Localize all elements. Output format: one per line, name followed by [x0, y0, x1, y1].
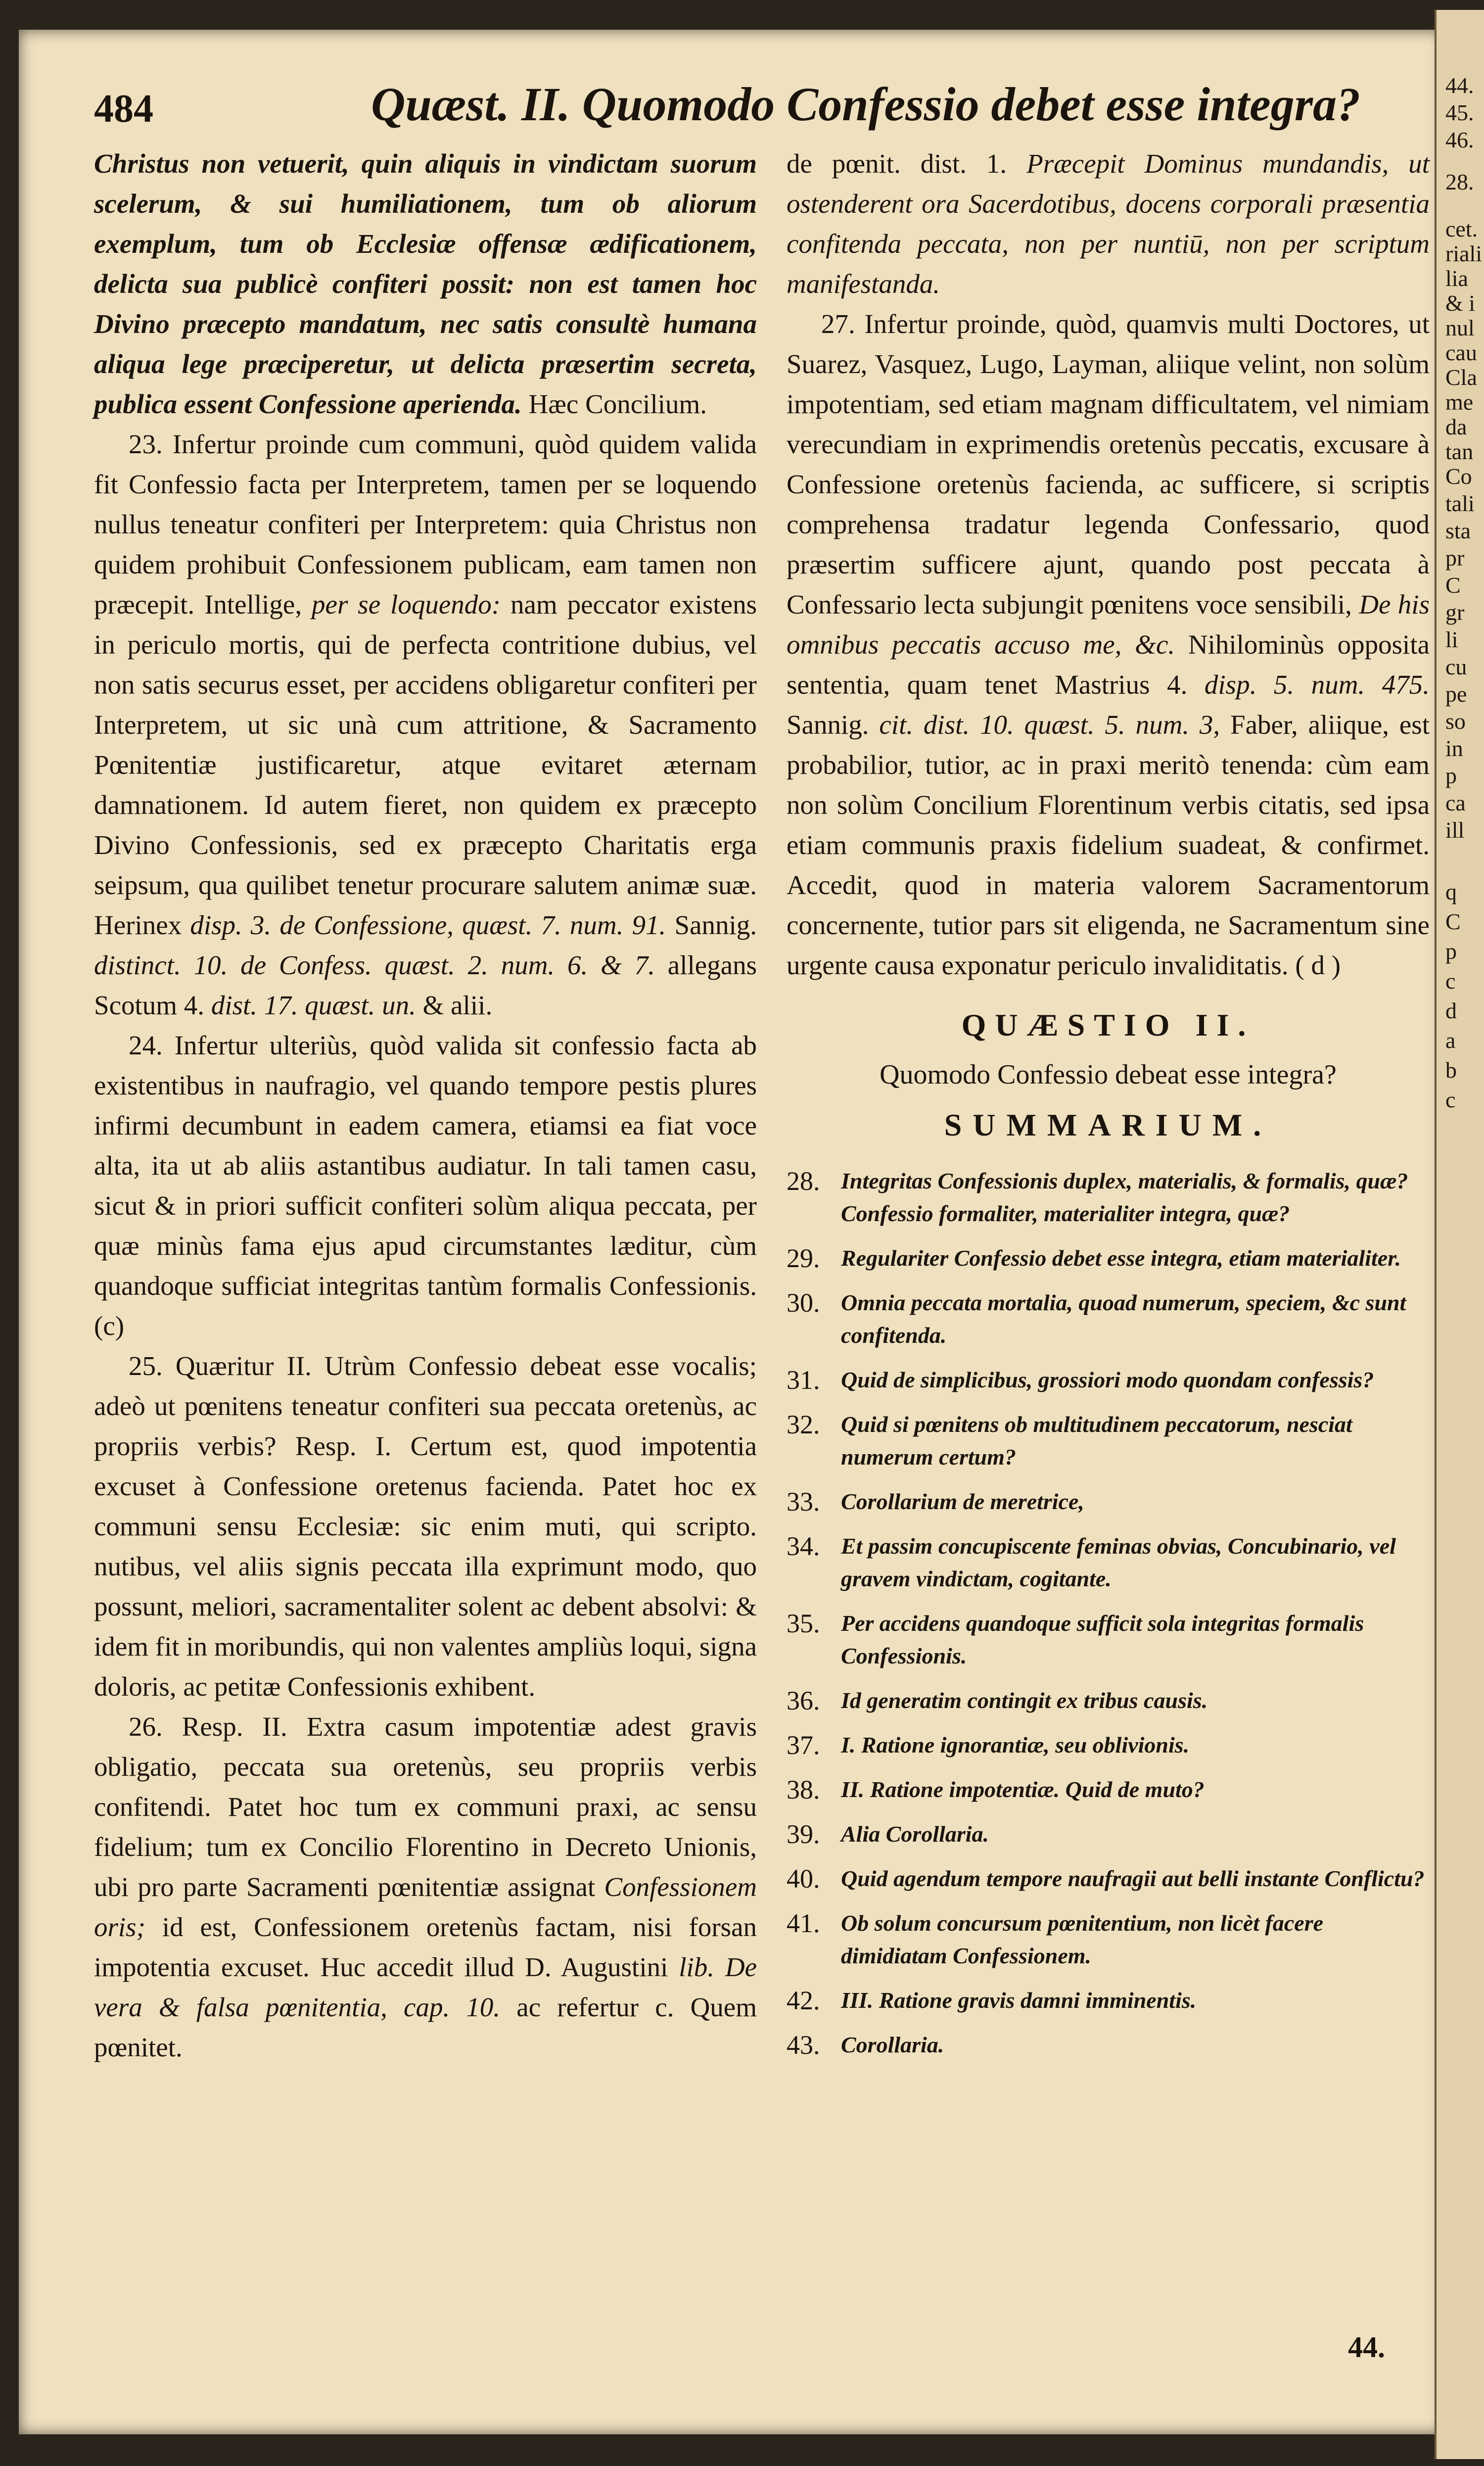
- paragraph-23: [94, 424, 757, 1025]
- paragraph-24: 24. Infertur ulteriùs, quòd valida sit confessio facta ab existentibus in naufragio, vel quando tempore pestis plures infirmi decumbunt in eadem camera, etiamsi ea fiat voce alta, ita ut ab aliis astantibus audiatur. In tali tamen casu, sicut & in priori sufficit confiteri solùm aliqua peccata, per quæ minùs fama ejus apud circumstantes læditur, cùm quandoque sufficiat integritas tantùm formalis Confessionis. (c): [94, 1030, 757, 1341]
- facing-page-fragment: riali: [1445, 241, 1483, 266]
- summary-item-text: Ob solum concursum pœnitentium, non licèt facere dimidiatam Confessionem.: [841, 1910, 1324, 1968]
- summary-item-number: 33.: [787, 1487, 820, 1517]
- summary-item-number: 29.: [787, 1243, 820, 1273]
- facing-page-fragment: so: [1445, 709, 1466, 734]
- paragraph-text: Sannig.: [666, 910, 757, 940]
- facing-page-fragment: me: [1445, 389, 1474, 415]
- page-header: [94, 77, 1361, 146]
- summary-item: [787, 1165, 1430, 1230]
- summary-item-number: 38.: [787, 1775, 820, 1804]
- summary-item-number: 31.: [787, 1365, 820, 1395]
- facing-page-fragment: cet.: [1445, 216, 1478, 241]
- summary-item: [787, 1408, 1430, 1473]
- summary-item: [787, 1485, 1430, 1518]
- paragraph-text: 23. Infertur proinde cum communi, quòd quidem valida fit Confessio facta per Interpretem, tamen per se loquendo nullus teneatur confiteri per Interpretem: quia Christus non quidem prohibuit Confessionem publicam, eam tamen non præcepit. Intellige,: [94, 429, 757, 619]
- paragraph-text: Hæc Concilium.: [521, 389, 707, 419]
- citation-text: lib. De vera & falsa pœnitentia, cap. 10.: [94, 1952, 757, 2022]
- summary-item: [787, 1818, 1430, 1850]
- summary-item-number: 40.: [787, 1864, 820, 1894]
- paragraph-text: id est, Confessionem oretenùs factam, nisi forsan impotentia excuset. Huc accedit illud D. Augustini: [94, 1912, 757, 1982]
- facing-page-fragment: q: [1445, 879, 1457, 904]
- facing-page-fragment: in: [1445, 736, 1463, 761]
- summary-item-number: 32.: [787, 1410, 820, 1439]
- summary-item-number: 42.: [787, 1986, 820, 2015]
- facing-page-fragment: cu: [1445, 654, 1467, 679]
- facing-page-fragment: li: [1445, 627, 1458, 652]
- summary-item: [787, 1286, 1430, 1352]
- summary-item-text: Quid de simplicibus, grossiori modo quondam confessis?: [841, 1367, 1374, 1392]
- facing-page-fragment: nul: [1445, 315, 1475, 340]
- summary-item-number: 37.: [787, 1730, 820, 1760]
- summary-item: [787, 1862, 1430, 1895]
- facing-page-fragment: tan: [1445, 439, 1474, 464]
- facing-page-fragment: c: [1445, 968, 1456, 994]
- summary-item-text: Regulariter Confessio debet esse integra, etiam materialiter.: [841, 1245, 1401, 1271]
- citation-text: dist. 17. quæst. un.: [211, 990, 416, 1020]
- facing-page-fragment: ca: [1445, 790, 1466, 815]
- summary-item-text: Id generatim contingit ex tribus causis.: [841, 1688, 1208, 1713]
- summary-item-text: I. Ratione ignorantiæ, seu oblivionis.: [841, 1732, 1190, 1757]
- facing-page-fragment: Co: [1445, 464, 1472, 489]
- summary-item-text: Omnia peccata mortalia, quoad numerum, speciem, &c sunt confitenda.: [841, 1290, 1406, 1348]
- quotation-text: De his omnibus peccatis accuso me, &c.: [787, 589, 1430, 660]
- facing-page-edge: [1435, 10, 1484, 2459]
- summary-item: [787, 1773, 1430, 1806]
- facing-page-fragment: cau: [1445, 340, 1477, 365]
- citation-text: disp. 5. num. 475.: [1204, 669, 1430, 700]
- emphasis-text: Confessionem oris;: [94, 1872, 757, 1942]
- paragraph-text: allegans Scotum 4.: [94, 950, 757, 1020]
- citation-text: cit. dist. 10. quæst. 5. num. 3,: [879, 710, 1220, 740]
- facing-page-fragment: a: [1445, 1028, 1456, 1053]
- paragraph-27: [787, 304, 1430, 985]
- paragraph-continued: [787, 143, 1430, 304]
- summary-list: [787, 1165, 1430, 2061]
- summary-item-number: 41.: [787, 1908, 820, 1938]
- question-subtitle: Quomodo Confessio debeat esse integra?: [880, 1059, 1337, 1090]
- summary-item: [787, 1364, 1430, 1396]
- paragraph-text: 27. Infertur proinde, quòd, quamvis multi Doctores, ut Suarez, Vasquez, Lugo, Layman, aliique velint, non solùm impotentiam, sed etiam magnam difficultatem, vel nimiam verecundiam in exprimendis oretenùs peccatis, excusare à Confessione oretenùs facienda, ac sufficere, si scriptis comprehensa tradatur legenda Confessario, quod præsertim sufficere ajunt, quando post peccata à Confessario lecta subjungit pœnitens voce sensibili,: [787, 309, 1430, 619]
- summary-item: [787, 1907, 1430, 1972]
- summary-item-text: Alia Corollaria.: [841, 1821, 989, 1847]
- left-column: [94, 143, 757, 2067]
- summary-item: [787, 2029, 1430, 2061]
- facing-page-fragment: & i: [1445, 290, 1476, 316]
- catchword: 44.: [1348, 2331, 1385, 2364]
- summary-item-text: II. Ratione impotentiæ. Quid de muto?: [841, 1777, 1205, 1802]
- paragraph-text: nam peccator existens in periculo mortis, qui de perfecta contritione dubius, vel non satis securus esset, per accidens obligaretur confiteri per Interpretem, ut sic unà cum attritione, & Sacramento Pœnitentiæ justificaretur, atque evitaret æternam damnationem. Id autem fieret, non quidem ex præcepto Divino Confessionis, sed ex præcepto Charitatis erga seipsum, qua quilibet tenetur procurare salutem animæ suæ. Herinex: [94, 589, 757, 940]
- facing-page-fragment: p: [1445, 939, 1457, 964]
- citation-text: disp. 3. de Confessione, quæst. 7. num. 91.: [190, 910, 666, 940]
- summary-item-text: Integritas Confessionis duplex, materialis, & formalis, quæ? Confessio formaliter, materialiter integra, quæ?: [841, 1168, 1408, 1226]
- facing-page-fragment: C: [1445, 572, 1461, 598]
- right-column: [787, 143, 1430, 2073]
- facing-page-fragment: pr: [1445, 545, 1465, 570]
- facing-page-fragment: tali: [1445, 491, 1475, 516]
- paragraph-continued: [94, 143, 757, 424]
- facing-page-fragment: gr: [1445, 600, 1465, 625]
- paragraph-26: [94, 1707, 757, 2067]
- paragraph-text: de pœnit. dist. 1.: [787, 148, 1027, 179]
- summary-item: [787, 1684, 1430, 1717]
- paragraph-text: 26. Resp. II. Extra casum impotentiæ adest gravis obligatio, peccata sua oretenùs, seu propriis verbis confitendi. Patet hoc tum ex communi praxi, ac sensu fidelium; tum ex Concilio Florentino in Decreto Unionis, ubi pro parte Sacramenti pœnitentiæ assignat: [94, 1711, 757, 1902]
- summary-item-text: III. Ratione gravis damni imminentis.: [841, 1988, 1197, 2013]
- summary-item-number: 30.: [787, 1288, 820, 1318]
- question-title: QUÆSTIO II.: [961, 1007, 1255, 1043]
- summary-item-number: 39.: [787, 1819, 820, 1849]
- paragraph-text: Sannig.: [787, 710, 880, 740]
- facing-page-fragment: 28.: [1445, 169, 1474, 194]
- summary-item: [787, 1242, 1430, 1275]
- facing-page-fragment: sta: [1445, 518, 1471, 543]
- summary-item-number: 28.: [787, 1166, 820, 1196]
- summary-item-number: 43.: [787, 2030, 820, 2060]
- facing-page-fragment: lia: [1445, 266, 1468, 291]
- summary-item-number: 35.: [787, 1609, 820, 1638]
- summary-item-text: Corollarium de meretrice,: [841, 1489, 1084, 1514]
- emphasis-text: per se loquendo:: [312, 589, 501, 619]
- summary-item-text: Per accidens quandoque sufficit sola integritas formalis Confessionis.: [841, 1611, 1364, 1668]
- quotation-text: Præcepit Dominus mundandis, ut ostenderent ora Sacerdotibus, docens corporali præsentia confitenda peccata, non per nuntiū, non per scriptum manifestanda.: [787, 148, 1430, 299]
- summary-item-text: Et passim concupiscente feminas obvias, Concubinario, vel gravem vindictam, cogitante.: [841, 1533, 1396, 1591]
- facing-page-fragment: pe: [1445, 681, 1467, 707]
- facing-page-fragment: b: [1445, 1057, 1457, 1083]
- facing-page-fragment: d: [1445, 998, 1457, 1023]
- summary-item: [787, 1729, 1430, 1761]
- paragraph-text: Faber, aliique, est probabilior, tutior, ac in praxi meritò tenenda: cùm eam non solùm Concilium Florentinum verbis citatis, sed ipsa etiam communis praxis fidelium suadeat, & confirmet. Accedit, quod in materia valorem Sacramentorum concernente, tutior pars sit eligenda, ne Sacramentum sine urgente causa exponatur periculo invaliditatis. ( d ): [787, 710, 1430, 980]
- paragraph-text: Nihilominùs opposita sententia, quam tenet Mastrius 4.: [787, 629, 1430, 700]
- facing-page-fragment: ill: [1445, 817, 1465, 843]
- facing-page-fragment: p: [1445, 763, 1457, 788]
- paragraph-text: & alii.: [416, 990, 493, 1020]
- page-number: 484: [94, 87, 153, 131]
- facing-page-fragment: 44.: [1445, 73, 1474, 98]
- paragraph-25: 25. Quæritur II. Utrùm Confessio debeat esse vocalis; adeò ut pœnitens teneatur confiteri sua peccata oretenùs, ac propriis verbis? Resp. I. Certum est, quod impotentia excuset à Confessione oretenus facienda. Patet hoc ex communi sensu Ecclesiæ: sic enim muti, qui scripto. nutibus, vel aliis signis peccata illa exprimunt modo, quo possunt, meliori, sacramentaliter solent ac debent absolvi: & idem fit in moribundis, qui non valentes ampliùs loqui, signa doloris, ac petitæ Confessionis exhibent.: [94, 1351, 757, 1702]
- running-title: Quæst. II. Quomodo Confessio debet esse integra?: [371, 78, 1361, 131]
- summary-item: [787, 1607, 1430, 1672]
- quotation-text: Christus non vetuerit, quin aliquis in vindictam suorum scelerum, & sui humiliationem, tum ob aliorum exemplum, tum ob Ecclesiæ offensæ ædificationem, delicta sua publicè confiteri possit: non est tamen hoc Divino præcepto mandatum, nec satis consultè humana aliqua lege præciperetur, ut delicta præsertim secreta, publica essent Confessione aperienda.: [94, 148, 757, 419]
- paragraph-text: ac refertur c. Quem pœnitet.: [94, 1992, 757, 2062]
- facing-page-fragment: 46.: [1445, 127, 1474, 152]
- facing-page-fragment: c: [1445, 1087, 1456, 1112]
- summary-item-text: Quid agendum tempore naufragii aut belli instante Conflictu?: [841, 1866, 1425, 1891]
- summary-item: [787, 1530, 1430, 1595]
- facing-page-fragment: 45.: [1445, 100, 1474, 125]
- summary-item-number: 34.: [787, 1531, 820, 1561]
- summary-item-text: Quid si pœnitens ob multitudinem peccatorum, nesciat numerum certum?: [841, 1412, 1352, 1470]
- citation-text: distinct. 10. de Confess. quæst. 2. num. 6. & 7.: [94, 950, 655, 980]
- summary-item-number: 36.: [787, 1686, 820, 1715]
- summary-item-text: Corollaria.: [841, 2032, 944, 2057]
- facing-page-fragment: C: [1445, 909, 1461, 934]
- facing-page-fragment: Cla: [1445, 365, 1477, 390]
- summary-title: SUMMARIUM.: [944, 1107, 1272, 1142]
- summary-item: [787, 1984, 1430, 2017]
- facing-page-fragment: da: [1445, 414, 1467, 439]
